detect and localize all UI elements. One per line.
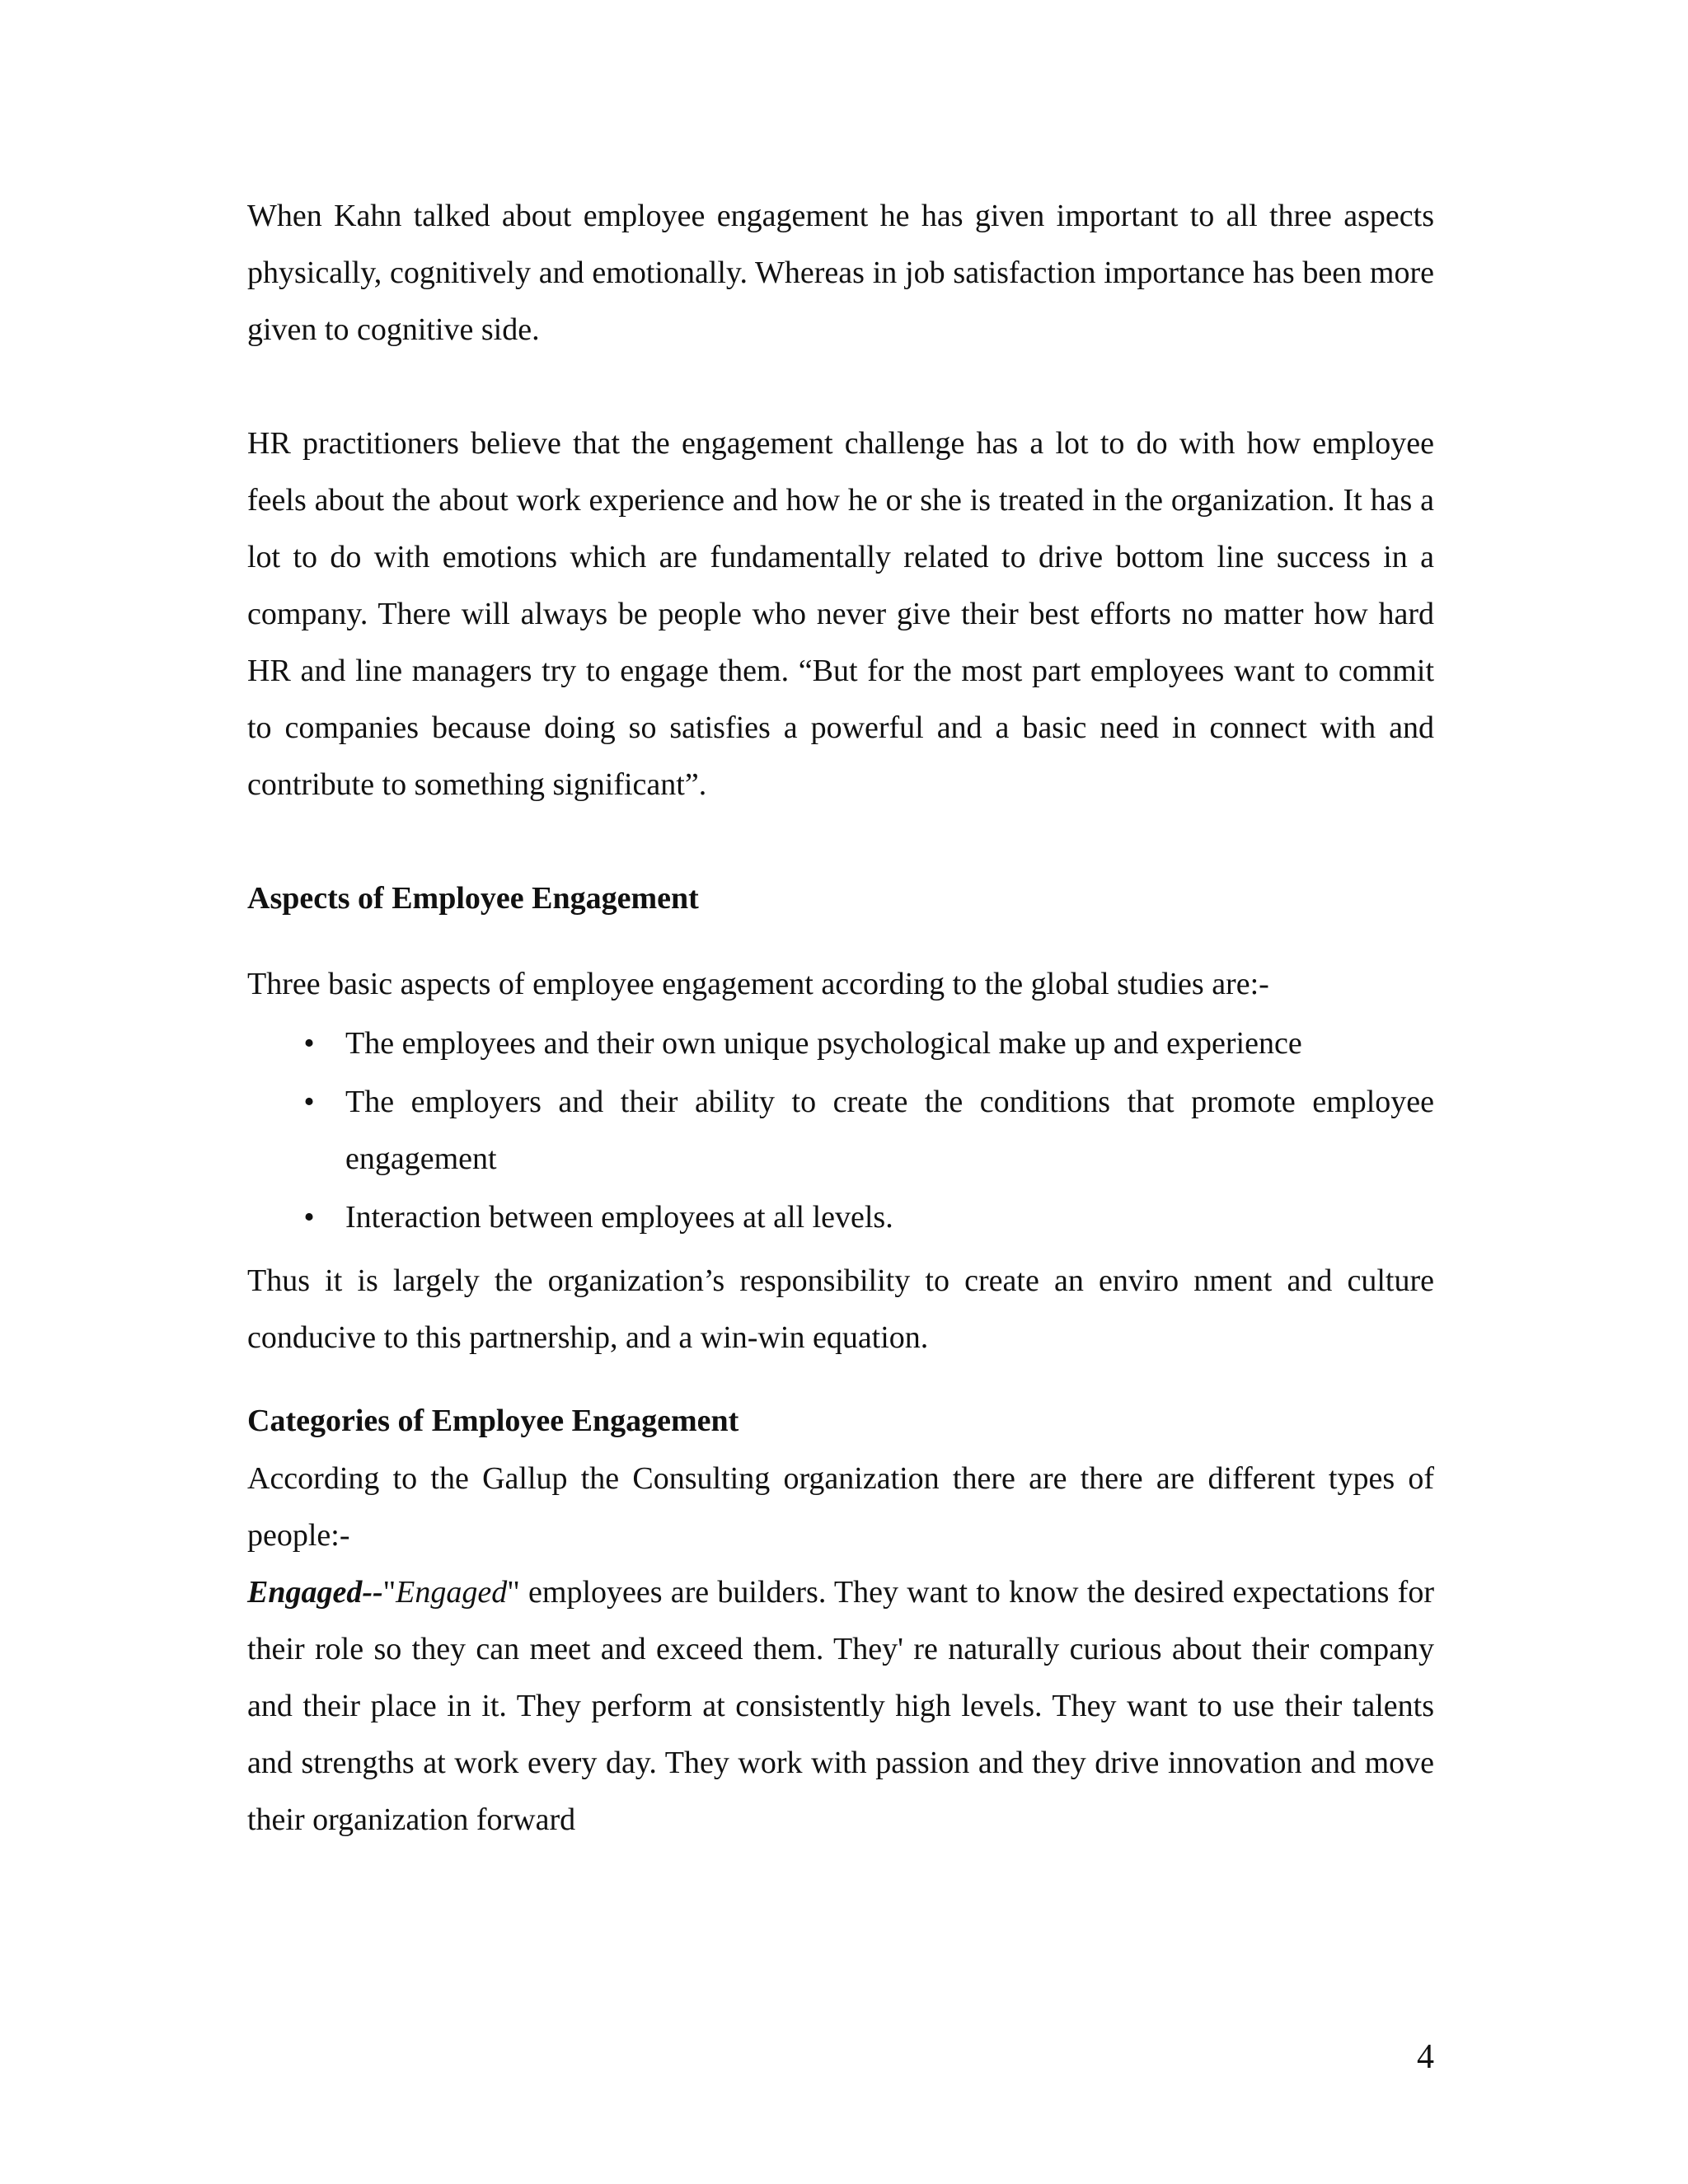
paragraph-kahn: When Kahn talked about employee engagement he has given important to all three aspects physically, cognitively and emotionally. Whereas in job satisfaction importance has been more given to cognitive side. — [247, 199, 1434, 347]
paragraph-hr-practitioners: HR practitioners believe that the engagement challenge has a lot to do with how employee feels about the about work experience and how he or she is treated in the organization. It has a lot to do with emotions which are fundamentally related to drive bottom line success in a company. There will always be people who never give their best efforts no matter how hard HR and line managers try to engage them. “But for the most part employees want to commit to companies because doing so satisfies a powerful and a basic need in connect with and contribute to something significant”. — [247, 426, 1434, 802]
aspects-bullet-list — [247, 1015, 1434, 1248]
heading-categories: Categories of Employee Engagement — [247, 1404, 739, 1438]
list-item — [247, 1015, 1434, 1072]
paragraph-engaged — [247, 1564, 1434, 1849]
categories-intro: According to the Gallup the Consulting organization there are there are different types of people:- — [247, 1461, 1434, 1553]
aspects-conclusion: Thus it is largely the organization’s responsibility to create an enviro nment and culture conducive to this partnership, and a win-win equation. — [247, 1263, 1434, 1355]
quote-close: " — [507, 1575, 520, 1610]
list-item — [247, 1189, 1434, 1246]
quote-open: " — [382, 1575, 396, 1610]
bullet-icon: • — [303, 1200, 315, 1235]
engaged-quoted-word: Engaged — [396, 1575, 508, 1610]
list-item — [247, 1074, 1434, 1188]
bullet-icon: • — [303, 1085, 315, 1119]
aspects-intro: Three basic aspects of employee engagement according to the global studies are:- — [247, 967, 1269, 1001]
bullet-text: Interaction between employees at all levels. — [345, 1200, 893, 1235]
engaged-description: employees are builders. They want to know the desired expectations for their role so they can meet and exceed them. They' re naturally curious about their company and their place in it. They perform at consistently high levels. They want to use their talents and strengths at work every day. They work with passion and they drive innovation and move their organization forward — [247, 1575, 1434, 1837]
heading-aspects: Aspects of Employee Engagement — [247, 881, 699, 916]
bullet-text: The employers and their ability to create the conditions that promote employee engagement — [345, 1085, 1434, 1176]
engaged-label: Engaged-- — [247, 1575, 383, 1610]
page-number: 4 — [1417, 2038, 1434, 2076]
bullet-text: The employees and their own unique psychological make up and experience — [345, 1026, 1302, 1061]
bullet-icon: • — [303, 1026, 315, 1061]
